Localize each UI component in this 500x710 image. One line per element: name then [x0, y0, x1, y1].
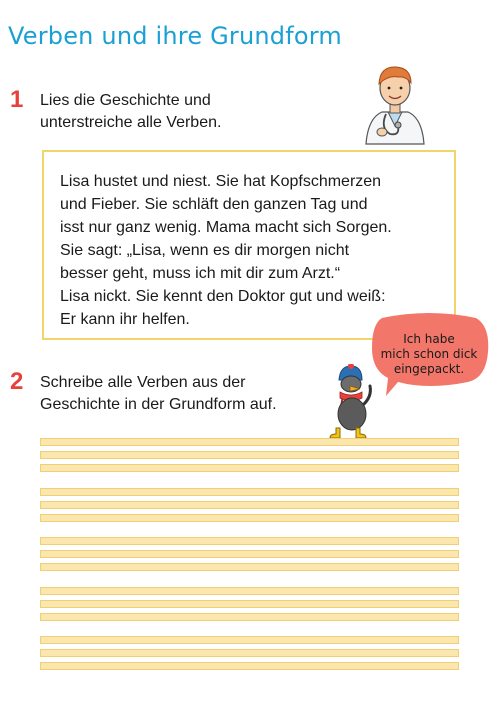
writing-line	[40, 488, 459, 496]
writing-line	[40, 662, 459, 670]
writing-area-2[interactable]	[40, 488, 459, 522]
story-line: Lisa hustet und niest. Sie hat Kopfschmerzen	[60, 173, 382, 190]
speech-line-1: Ich habe	[403, 332, 455, 346]
story-line: und Fieber. Sie schläft den ganzen Tag und	[60, 196, 368, 213]
task-2-instruction	[40, 372, 277, 416]
writing-line	[40, 514, 459, 522]
writing-line	[40, 550, 459, 558]
writing-area-4[interactable]	[40, 587, 459, 621]
story-line: Sie sagt: „Lisa, wenn es dir morgen nicht	[60, 242, 350, 259]
task-2-line-2: Geschichte in der Grundform auf.	[40, 396, 277, 413]
task-1-instruction	[40, 90, 221, 134]
task-1-number: 1	[10, 86, 24, 113]
writing-line	[40, 563, 459, 571]
story-line: besser geht, muss ich mit dir zum Arzt.“	[60, 265, 341, 282]
speech-line-3: eingepackt.	[393, 362, 465, 376]
task-2-number: 2	[10, 368, 24, 395]
writing-line	[40, 649, 459, 657]
writing-line	[40, 613, 459, 621]
writing-area-5[interactable]	[40, 636, 459, 670]
speech-bubble	[368, 312, 490, 398]
speech-line-2: mich schon dick	[380, 347, 478, 361]
writing-line	[40, 451, 459, 459]
bird-mascot-icon	[326, 364, 376, 442]
story-line: Lisa nickt. Sie kennt den Doktor gut und weiß:	[60, 288, 386, 305]
writing-line	[40, 537, 459, 545]
speech-bubble-text	[368, 332, 490, 377]
doctor-illustration-icon	[360, 56, 430, 146]
task-2-line-1: Schreibe alle Verben aus der	[40, 374, 246, 391]
writing-line	[40, 600, 459, 608]
task-1-line-1: Lies die Geschichte und	[40, 92, 211, 109]
writing-line	[40, 636, 459, 644]
story-line: Er kann ihr helfen.	[60, 311, 190, 328]
story-line: isst nur ganz wenig. Mama macht sich Sorgen.	[60, 219, 392, 236]
page-title: Verben und ihre Grundform	[8, 22, 343, 50]
writing-area-3[interactable]	[40, 537, 459, 571]
writing-line	[40, 587, 459, 595]
writing-line	[40, 438, 459, 446]
writing-line	[40, 501, 459, 509]
writing-line	[40, 464, 459, 472]
writing-area-1[interactable]	[40, 438, 459, 472]
task-1-line-2: unterstreiche alle Verben.	[40, 114, 222, 131]
